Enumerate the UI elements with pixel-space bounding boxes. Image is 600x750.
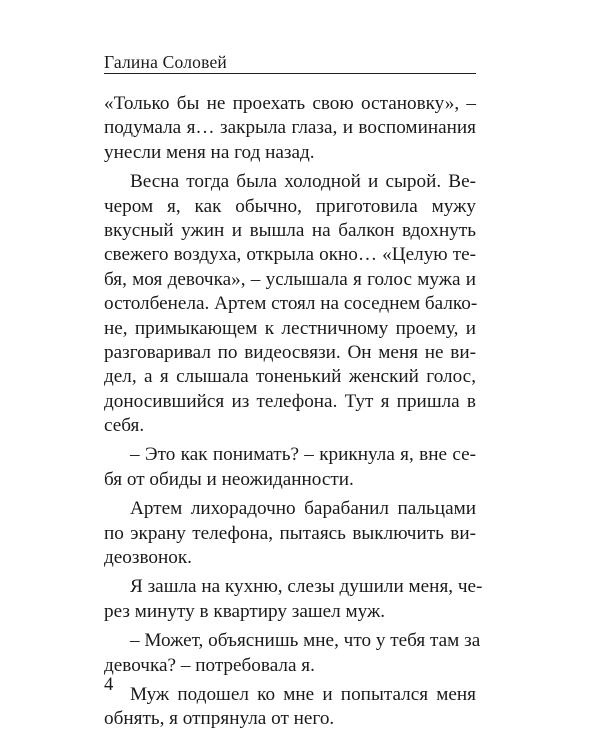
text-line: Я зашла на кухню, слезы душили меня, че- <box>130 576 483 598</box>
text-line: рез минуту в квартиру зашел муж. <box>104 600 386 622</box>
text-line: себя. <box>104 415 145 437</box>
text-line: Артем лихорадочно барабанил пальцами <box>130 498 476 520</box>
text-line: чером я, как обычно, приготовила мужу <box>104 195 476 217</box>
text-line: Муж подошел ко мне и попытался меня <box>130 683 476 705</box>
text-line: не, примыкающем к лестничному проему, и <box>104 317 476 339</box>
text-line: «Только бы не проехать свою остановку», – <box>104 93 476 114</box>
text-line: по экрану телефона, пытаясь выключить ви- <box>104 522 476 544</box>
text-line: бя от обиды и неожиданности. <box>104 468 354 490</box>
text-line: разговаривал по видеосвязи. Он меня не ви- <box>104 341 476 363</box>
page-number: 4 <box>104 675 114 695</box>
text-line: девочка? – потребовала я. <box>104 654 315 676</box>
text-line: – Это как понимать? – крикнула я, вне се- <box>130 444 476 466</box>
text-line: – Может, объяснишь мне, что у тебя там за <box>130 630 481 652</box>
running-header-author: Галина Соловей <box>104 52 227 72</box>
header-rule <box>104 73 476 74</box>
text-line: доносившийся из телефона. Тут я пришла в <box>104 390 476 412</box>
text-line: подумала я… закрыла глаза, и воспоминания <box>104 117 476 139</box>
body-text <box>104 92 483 732</box>
text-line: свежего воздуха, открыла окно… «Целую те- <box>104 244 476 266</box>
text-line: дел, а я слышала тоненький женский голос, <box>104 366 476 388</box>
text-line: унесли меня на год назад. <box>104 141 315 163</box>
text-line: Весна тогда была холодной и сырой. Ве- <box>130 171 476 193</box>
text-line: остолбенела. Артем стоял на соседнем балко- <box>104 293 478 315</box>
text-line: вкусный ужин и вышла на балкон вдохнуть <box>104 219 476 241</box>
text-line: деозвонок. <box>104 547 192 569</box>
text-line: обнять, я отпрянула от него. <box>104 708 335 730</box>
text-line: бя, моя девочка», – услышала я голос мужа и <box>104 268 476 290</box>
